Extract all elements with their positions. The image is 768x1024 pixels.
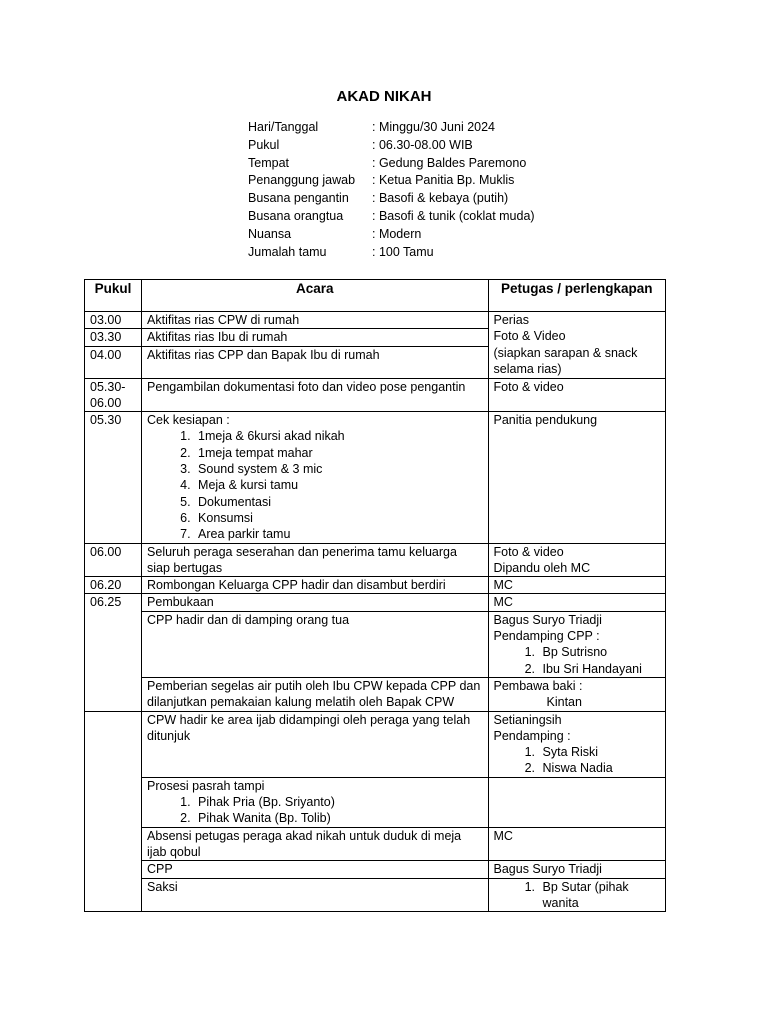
list-item: 7. Area parkir tamu (194, 526, 482, 542)
table-row (85, 711, 666, 777)
checklist (147, 428, 482, 542)
acara-list (147, 794, 482, 827)
cell-acara (142, 777, 488, 827)
cell-acara (142, 412, 488, 543)
list-item: 2. 1meja tempat mahar (194, 445, 482, 461)
info-value: : 06.30-08.00 WIB (372, 137, 473, 152)
info-value: : Basofi & tunik (coklat muda) (372, 208, 535, 223)
list-item: 1. Syta Riski (539, 744, 660, 760)
acara-text: Prosesi pasrah tampi (147, 778, 265, 793)
cell-acara: Rombongan Keluarga CPP hadir dan disambut berdiri (142, 577, 488, 594)
table-header-row (85, 280, 666, 312)
cell-acara: Aktifitas rias CPP dan Bapak Ibu di rumah (142, 346, 488, 378)
cell-acara: Seluruh peraga seserahan dan penerima tamu keluarga siap bertugas (142, 543, 488, 577)
petugas-line: Pembawa baki : (493, 678, 583, 693)
cell-pukul: 03.30 (85, 329, 142, 346)
cell-pukul: 06.25 (85, 594, 142, 711)
cell-petugas: MC (488, 594, 665, 611)
header-acara: Acara (142, 280, 488, 312)
cell-acara: CPP hadir dan di damping orang tua (142, 611, 488, 677)
info-row (248, 119, 535, 137)
table-row (85, 312, 666, 329)
info-value: : Basofi & kebaya (putih) (372, 191, 509, 206)
info-row (248, 137, 535, 155)
petugas-line: Dipandu oleh MC (493, 560, 591, 575)
cell-acara: Pembukaan (142, 594, 488, 611)
document-title: AKAD NIKAH (336, 88, 432, 105)
cell-pukul: 05.30 (85, 412, 142, 543)
cell-petugas (488, 711, 665, 777)
info-row (248, 190, 535, 208)
petugas-list (494, 644, 660, 677)
petugas-line: Bagus Suryo Triadji (493, 612, 602, 627)
cell-petugas (488, 312, 665, 379)
table-row (85, 577, 666, 594)
cell-acara: CPW hadir ke area ijab didampingi oleh peraga yang telah ditunjuk (142, 711, 488, 777)
list-item: 1. Bp Sutar (pihak wanita (539, 879, 660, 912)
table-row (85, 827, 666, 861)
list-item: 1. Bp Sutrisno (539, 644, 660, 660)
cell-petugas (488, 777, 665, 827)
acara-text: Cek kesiapan : (147, 413, 230, 428)
petugas-line: (siapkan sarapan & snack selama rias) (493, 345, 638, 376)
info-value: : Modern (372, 226, 422, 241)
table-row (85, 611, 666, 677)
info-value: : Ketua Panitia Bp. Muklis (372, 173, 515, 188)
cell-pukul: 03.00 (85, 312, 142, 329)
info-row (248, 155, 535, 173)
petugas-list (494, 879, 660, 912)
table-row (85, 543, 666, 577)
table-row (85, 594, 666, 611)
header-pukul: Pukul (85, 280, 142, 312)
list-item: 5. Dokumentasi (194, 494, 482, 510)
info-label: Tempat (248, 155, 289, 170)
cell-pukul: 05.30-06.00 (85, 378, 142, 412)
cell-petugas: MC (488, 827, 665, 861)
petugas-line: Pendamping : (493, 728, 571, 743)
cell-petugas: MC (488, 577, 665, 594)
list-item: 6. Konsumsi (194, 510, 482, 526)
cell-pukul: 06.00 (85, 543, 142, 577)
cell-pukul (85, 711, 142, 912)
list-item: 2. Ibu Sri Handayani (539, 661, 660, 677)
table-row (85, 677, 666, 711)
cell-pukul: 06.20 (85, 577, 142, 594)
info-label: Pukul (248, 137, 280, 152)
cell-petugas: Bagus Suryo Triadji (488, 861, 665, 878)
info-label: Jumalah tamu (248, 244, 327, 259)
cell-acara: Pengambilan dokumentasi foto dan video pose pengantin (142, 378, 488, 412)
info-label: Penanggung jawab (248, 173, 356, 188)
petugas-line: Perias (493, 313, 529, 327)
info-row (248, 226, 535, 244)
list-item: 2. Niswa Nadia (539, 760, 660, 776)
petugas-list (494, 744, 660, 777)
info-label: Busana pengantin (248, 191, 349, 206)
table-row (85, 412, 666, 543)
table-row (85, 861, 666, 878)
cell-petugas: Panitia pendukung (488, 412, 665, 543)
cell-acara: Aktifitas rias CPW di rumah (142, 312, 488, 329)
list-item: 3. Sound system & 3 mic (194, 461, 482, 477)
info-row (248, 244, 535, 262)
cell-pukul: 04.00 (85, 346, 142, 378)
list-item: 4. Meja & kursi tamu (194, 477, 482, 493)
schedule-table (84, 279, 666, 912)
list-item: 1. 1meja & 6kursi akad nikah (194, 428, 482, 444)
cell-acara: Pemberian segelas air putih oleh Ibu CPW kepada CPP dan dilanjutkan pemakaian kalung melatih oleh Bapak CPW (142, 677, 488, 711)
info-row (248, 172, 535, 190)
cell-acara: Absensi petugas peraga akad nikah untuk duduk di meja ijab qobul (142, 827, 488, 861)
petugas-line: Foto & video (493, 544, 564, 559)
info-value: : Gedung Baldes Paremono (372, 155, 527, 170)
event-info (248, 119, 535, 261)
table-row (85, 378, 666, 412)
petugas-line: Setianingsih (493, 712, 562, 727)
info-label: Busana orangtua (248, 208, 344, 223)
cell-acara: Saksi (142, 878, 488, 912)
cell-petugas (488, 677, 665, 711)
cell-petugas: Foto & video (488, 378, 665, 412)
petugas-sub: Kintan (546, 695, 582, 710)
petugas-line: Pendamping CPP : (493, 629, 600, 644)
cell-petugas (488, 543, 665, 577)
list-item: 2. Pihak Wanita (Bp. Tolib) (194, 810, 482, 826)
table-row (85, 777, 666, 827)
info-label: Hari/Tanggal (248, 120, 319, 134)
petugas-line: Foto & Video (493, 329, 566, 344)
info-label: Nuansa (248, 226, 292, 241)
table-row (85, 878, 666, 912)
info-value: : 100 Tamu (372, 244, 434, 259)
cell-petugas (488, 878, 665, 912)
cell-acara: Aktifitas rias Ibu di rumah (142, 329, 488, 346)
cell-petugas (488, 611, 665, 677)
cell-acara: CPP (142, 861, 488, 878)
info-row (248, 208, 535, 226)
info-value: : Minggu/30 Juni 2024 (372, 120, 496, 134)
header-petugas: Petugas / perlengkapan (488, 280, 665, 312)
list-item: 1. Pihak Pria (Bp. Sriyanto) (194, 794, 482, 810)
